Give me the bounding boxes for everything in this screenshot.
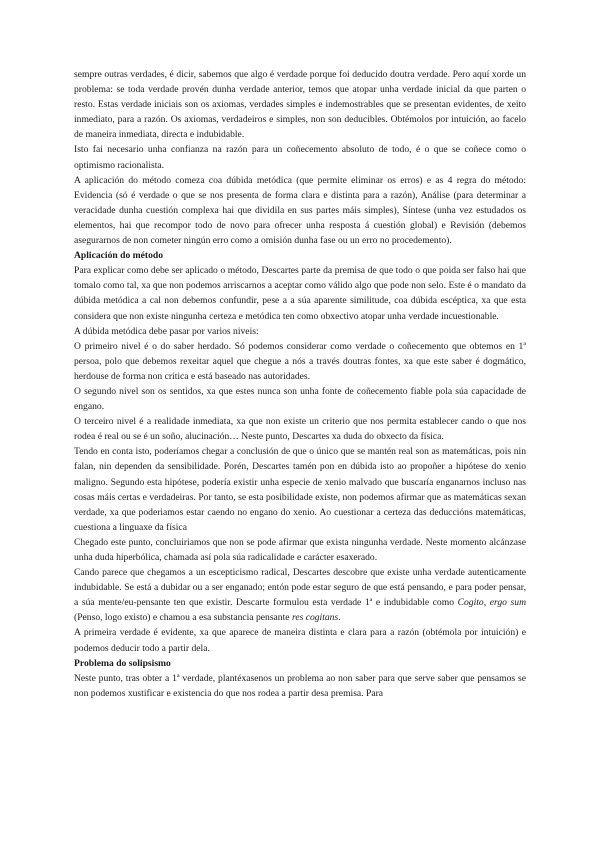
paragraph-solipsism: Neste punto, tras obter a 1ª verdade, plantéxasenos un problema ao non saber para que serve saber que pensamos se non podemos xustificar e existencia do que nos rodea a partir desa premisa. Para (74, 672, 526, 699)
res-cogitans-term: res cogitans (291, 612, 339, 624)
paragraph-doubt-levels-intro: A dúbida metódica debe pasar por varios niveis: (74, 325, 259, 337)
heading-solipsism-problem: Problema do solipsismo (74, 657, 171, 669)
paragraph-second-level: O segundo nivel son os sentidos, xa que estes nunca son unha fonte de coñecemento fiable pola súa capacidade de engano. (74, 385, 526, 413)
paragraph-hyperbolic-doubt: Chegado este punto, concluiriamos que non se pode afirmar que exista ningunha verdade. Neste momento alcánzase unha duda hiperbólica, chamada así pola súa radicalidade e carácter esaxerado. (74, 536, 526, 563)
paragraph-deduction-axioms: sempre outras verdades, é dicir, sabemos que algo é verdade porque foi deducido doutra verdade. Pero aquí xorde un problema: se toda verdade provén dunha verdade anterior, temos que atopar unha verdade inicial da que parten o resto. Estas verdade iniciais son os axiomas, verdades simples e indemostrables que se presentan evidentes, de xeito inmediato, para a razón. Os axiomas, verdadeiros e simples, non son deducibles. Obtémolos por intuición, ao facelo de maneira inmediata, directa e indubidable. (74, 69, 526, 141)
paragraph-rationalist-optimism: Isto fai necesario unha confianza na razón para un coñecemento absoluto de todo, é o que se coñece como o optimismo racionalista. (74, 144, 526, 171)
cogito-intro-text: Cando parece que chegamos a un escepticismo radical, Descartes descobre que existe unha verdade autenticamente indubidable. Se está a dubidar ou a ser enganado; entón pode estar seguro de que está pensando, e para poder pensar, a súa mente/eu-pensante ten que existir. Descarte formulou esta verdade 1ª e indubidable como (74, 567, 526, 609)
paragraph-evil-genius: Tendo en conta isto, poderíamos chegar a conclusión de que o único que se mantén real son as matemáticas, pois nin falan, nin dependen da sensibilidade. Porén, Descartes tamén pon en dúbida isto ao propoñer a hipótese do xenio maligno. Segundo esta hipótese, podería existir unha especie de xenio malvado que buscaría enganarnos incluso nas cosas máis certas e verdadeiras. Por tanto, se esta posibilidade existe, non podemos afirmar que as matemáticas sexan verdade, xa que poderiamos estar caendo no engano do xenio. Ao cuestionar a certeza das deduccións matemáticas, cuestiona a linguaxe da física (74, 446, 526, 533)
heading-method-application: Aplicación do método (74, 250, 164, 262)
document-page (74, 67, 526, 701)
cogito-translation-text: (Penso, logo existo) e chamou a esa substancia pensante (74, 612, 292, 624)
paragraph-cogito (74, 565, 526, 625)
paragraph-first-truth: A primeira verdade é evidente, xa que aparece de maneira distinta e clara para a razón (obtémola por intuición) e podemos deducir todo a partir dela. (74, 627, 526, 654)
paragraph-first-level: O primeiro nivel é o do saber herdado. Só podemos considerar como verdade o coñecemento que obtemos en 1ª persoa, polo que debemos rexeitar aquel que chegue a nós a través doutras fontes, xa que este saber é dogmático, herdouse de forma non crítica e está baseado nas autoridades. (74, 340, 526, 382)
paragraph-methodical-doubt: Para explicar como debe ser aplicado o método, Descartes parte da premisa de que todo o que poida ser falso hai que tomalo como tal, xa que non podemos arriscarnos a aceptar como válido algo que pode non selo. Este é o mandato da dúbida metódica a cal non debemos confundir, pese a a súa aparente similitude, coa dúbida escéptica, xa que esta considera que non existe ningunha certeza e metódica ten como obxectivo atopar unha verdade incuestionable. (74, 265, 526, 322)
paragraph-method-rules: A aplicación do método comeza coa dúbida metódica (que permite eliminar os erros) e as 4 regra do método: Evidencia (só é verdade o que se nos presenta de forma clara e distinta para a razón), Análise (para determinar a veracidade dunha cuestión complexa hai que dividila en sus partes máis simples), Síntese (unha vez estudados os elementos, hai que recompor todo de novo para ofrecer unha resposta á cuestión global) e Revisión (debemos asegurarnos de non cometer ningún erro como a omisión dunha fase ou un erro no procedemento). (74, 174, 526, 247)
cogito-end-punctuation: . (338, 612, 341, 624)
paragraph-third-level: O terceiro nivel é a realidade inmediata, xa que non existe un criterio que nos permita establecer cando o que nos rodea é real ou se é un soño, alucinación… Neste punto, Descartes xa duda do obxecto da física. (74, 416, 526, 443)
cogito-latin-phrase: Cogito, ergo sum (457, 597, 526, 609)
